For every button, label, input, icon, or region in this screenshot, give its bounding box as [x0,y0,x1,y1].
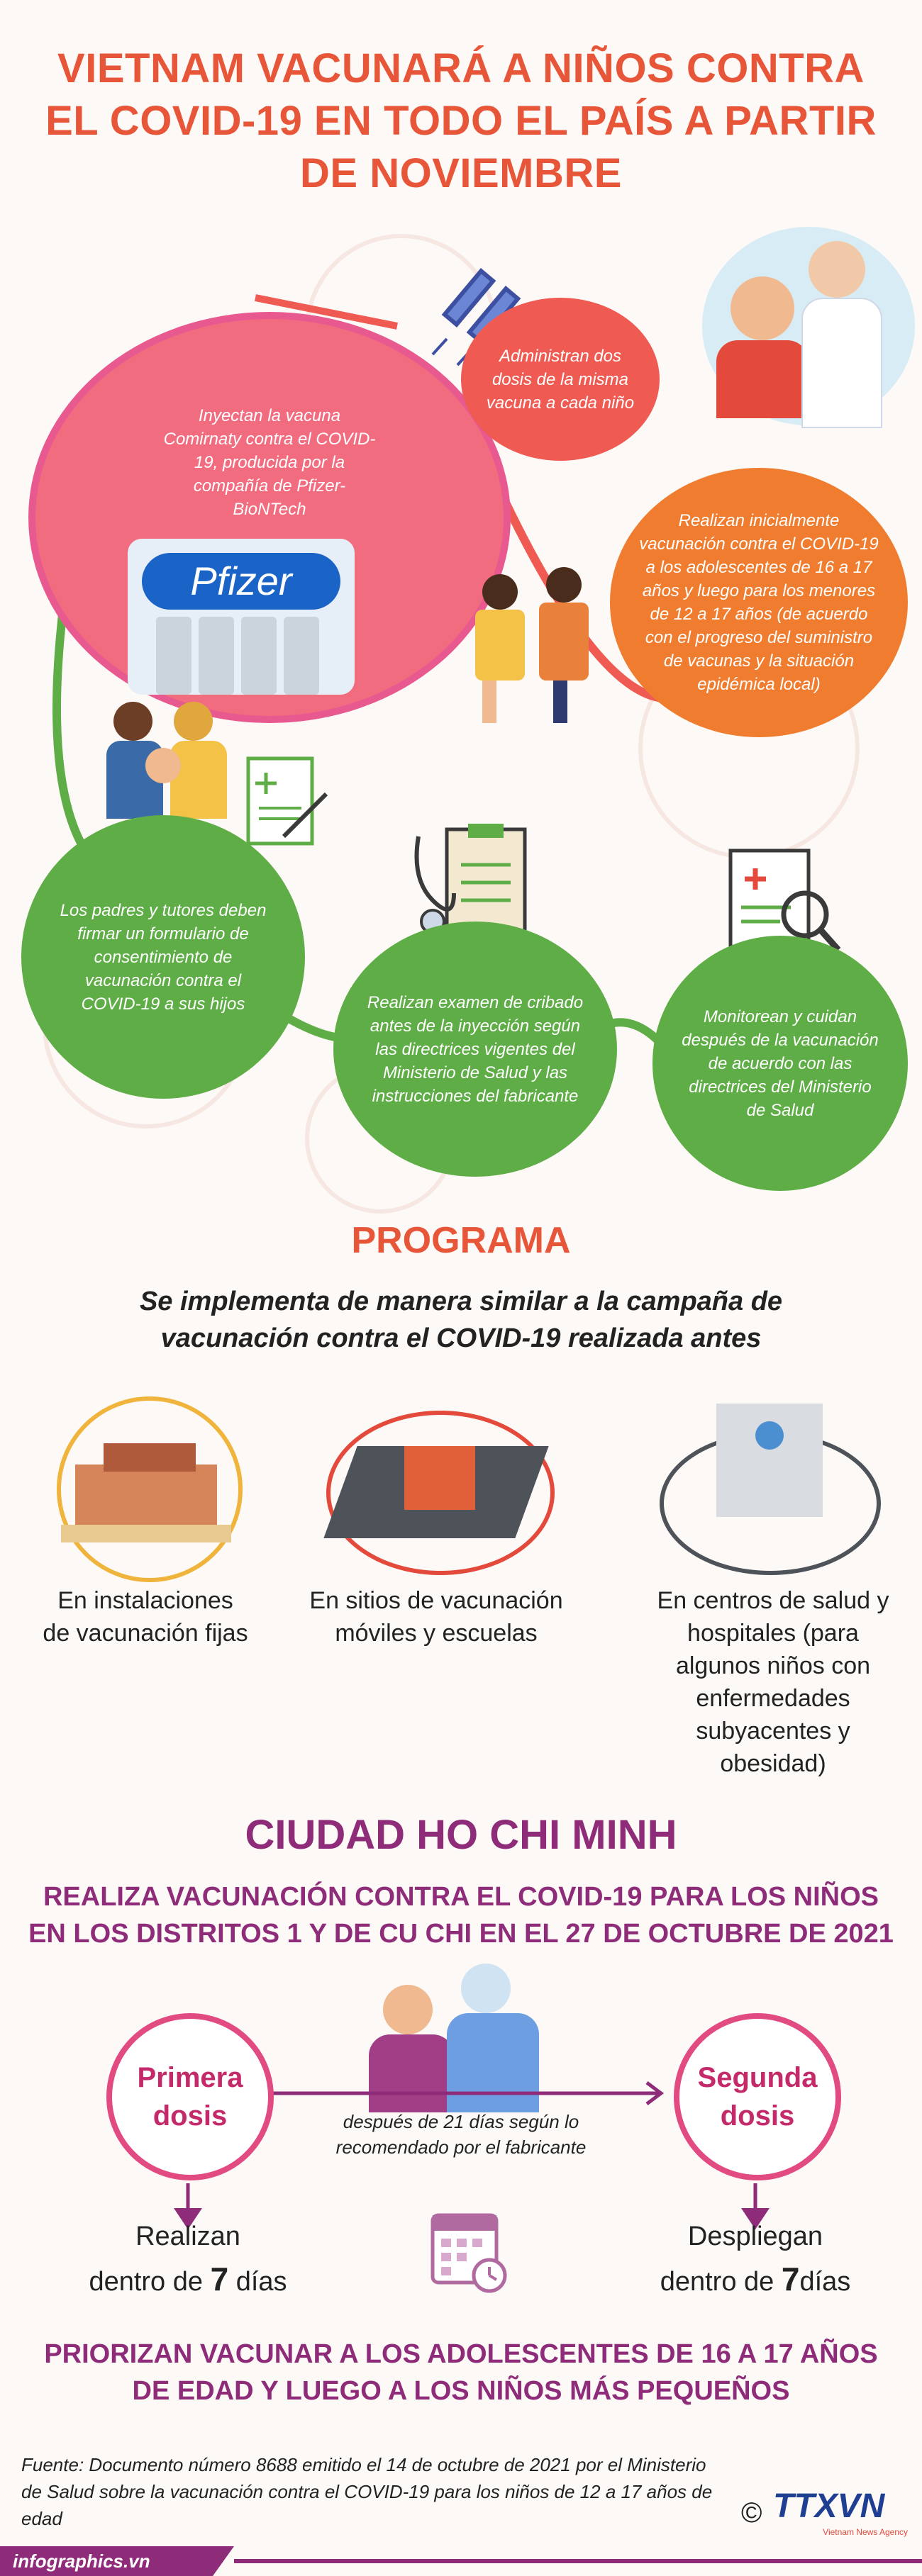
first-within-line [71,2258,305,2303]
ttxvn-logo [773,2487,908,2543]
students-illustration [461,567,603,730]
site-label: infographics.vn [13,2550,150,2572]
program-title: PROGRAMA [351,1220,571,1261]
family-illustration [106,695,227,822]
first-dose-circle [106,2013,274,2180]
hcm-subtitle: REALIZA VACUNACIÓN CONTRA EL COVID-19 PARA LOS NIÑOS EN LOS DISTRITOS 1 Y DE CU CHI EN EL 27 DE OCTUBRE DE 2021 [28,1882,894,1949]
ttxvn-sub: Vietnam News Agency [823,2527,908,2537]
hcm-title: CIUDAD HO CHI MINH [245,1812,677,1858]
first-within-label: dentro de [89,2267,204,2297]
first-days-number: 7 [210,2261,229,2297]
calendar-icon [426,2205,511,2297]
pfizer-logo: Pfizer [142,553,340,610]
ttxvn-brand: TTXVN [773,2487,885,2525]
adolescents-text: Realizan inicialmente vacunación contra el COVID-19 a los adolescentes de 16 a 17 años y luego para los menores de 12 a 17 años (de acuerdo con el progreso del suministro de vacunas y la situación epidémica local) [639,511,879,694]
second-within-line [638,2258,872,2303]
source-text: Fuente: Documento número 8688 emitido el 14 de octubre de 2021 por el Ministerio de Salud sobre la vacunación contra el COVID-19 para los niños de 12 a 17 años de edad [21,2454,713,2529]
consent-circle [21,815,305,1099]
first-dose-action [71,2215,305,2303]
first-dose-label: Primera dosis [137,2062,243,2132]
copyright-icon: © [741,2497,762,2529]
program-subtitle: Se implementa de manera similar a la campaña de vacunación contra el COVID-19 realizada antes [139,1287,783,1353]
program-item-mobile: En sitios de vacunación móviles y escuelas [309,1587,563,1647]
second-within-label: dentro de [660,2267,774,2297]
doctor-patient-illustration [674,198,915,432]
first-action-label: Realizan [135,2222,240,2251]
two-doses-circle [461,298,660,461]
second-days-number: 7 [781,2261,800,2297]
screening-circle [333,922,617,1177]
pfizer-vaccine-box [128,539,355,695]
program-item-fixed: En instalaciones de vacunación fijas [43,1587,248,1647]
second-dose-action [638,2215,872,2303]
monitor-circle [652,936,908,1191]
second-action-label: Despliegan [687,2222,823,2251]
second-days-word: días [799,2267,851,2297]
fixed-facility-icon [57,1396,243,1582]
priority-text: PRIORIZAN VACUNAR A LOS ADOLESCENTES DE 16 A 17 AÑOS DE EDAD Y LUEGO A LOS NIÑOS MÁS PEQUEÑOS [44,2339,878,2406]
adolescents-circle [610,468,908,737]
monitor-text: Monitorean y cuidan después de la vacunación de acuerdo con las directrices del Ministerio de Salud [682,1007,879,1120]
consent-text: Los padres y tutores deben firmar un formulario de consentimiento de vacunación contra el COVID-19 a sus hijos [60,900,267,1014]
second-dose-label: Segunda dosis [697,2062,818,2132]
program-item-hospital: En centros de salud y hospitales (para algunos niños con enfermedades subyacentes y obesidad) [657,1587,889,1777]
footer-bar [0,2546,922,2576]
mobile-school-site-icon [298,1389,574,1581]
first-days-word: días [235,2267,287,2297]
hospital-icon [645,1382,887,1581]
dose-interval-text: después de 21 días según lo recomendado por el fabricante [335,2111,587,2158]
consent-form-icon [241,751,333,851]
screening-text: Realizan examen de cribado antes de la inyección según las directrices vigentes del Ministerio de Salud y las instrucciones del fabricante [367,992,584,1106]
pfizer-vaccine-text: Inyectan la vacuna Comirnaty contra el COVID-19, producida por la compañía de Pfizer-BioNTech [163,406,376,519]
page-title: VIETNAM VACUNARÁ A NIÑOS CONTRA EL COVID-19 EN TODO EL PAÍS A PARTIR DE NOVIEMBRE [45,45,877,196]
second-dose-circle [674,2013,841,2180]
two-doses-text: Administran dos dosis de la misma vacuna a cada niño [486,346,635,413]
